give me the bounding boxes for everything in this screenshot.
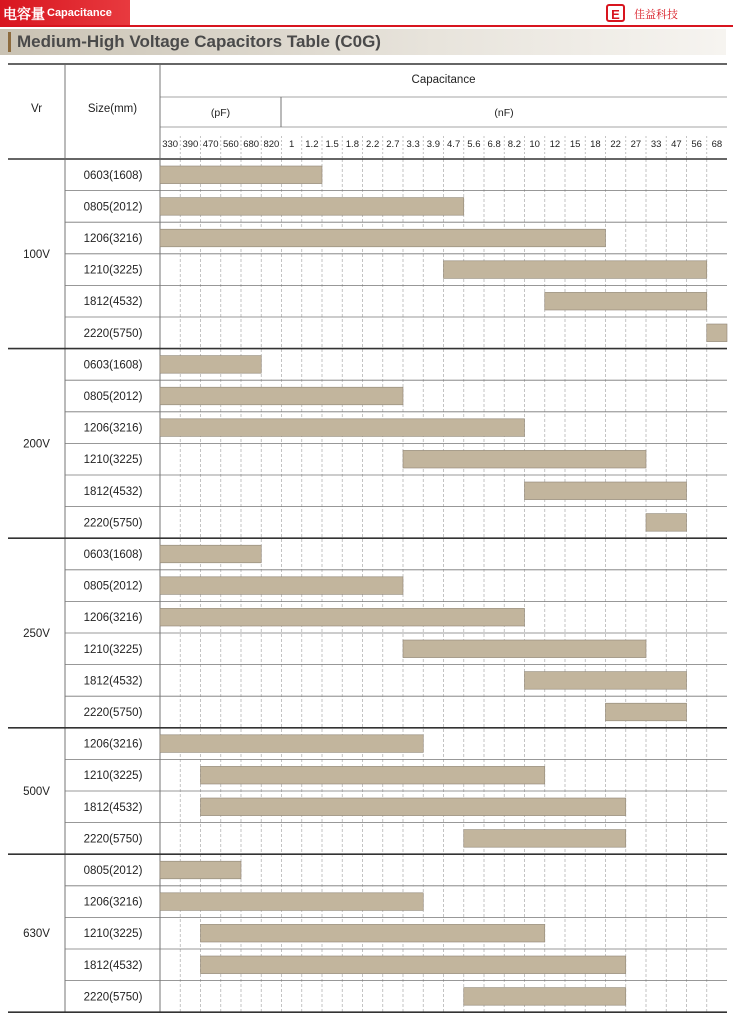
header-size: Size(mm) — [87, 103, 138, 115]
tick-label: 15 — [569, 139, 581, 150]
tick-label: 390 — [182, 139, 199, 150]
tick-label: 68 — [711, 139, 723, 150]
capacitance-range-bar — [646, 514, 687, 532]
capacitance-range-bar — [403, 640, 646, 658]
row-size: 1210(3225) — [83, 264, 143, 277]
capacitance-range-bar — [707, 324, 727, 342]
capacitance-range-bar — [160, 229, 606, 247]
row-size: 2220(5750) — [83, 517, 143, 530]
tick-label: 330 — [162, 139, 179, 150]
capacitance-range-bar — [403, 450, 646, 468]
capacitance-range-bar — [160, 735, 423, 753]
row-size: 2220(5750) — [83, 833, 143, 846]
page-title: Medium-High Voltage Capacitors Table (C0G) — [17, 32, 381, 51]
header-unit-pf: (pF) — [210, 107, 231, 119]
row-size: 1206(3216) — [83, 738, 143, 751]
row-size: 1210(3225) — [83, 643, 143, 656]
row-size: 1812(4532) — [83, 959, 143, 972]
tick-label: 1.5 — [325, 139, 339, 150]
tick-label: 8.2 — [507, 139, 521, 150]
tick-label: 10 — [529, 139, 540, 150]
tick-label: 47 — [671, 139, 682, 150]
tick-label: 560 — [222, 139, 239, 150]
category-en: Capacitance — [47, 7, 112, 19]
row-size: 1210(3225) — [83, 928, 143, 941]
capacitance-range-bar — [525, 482, 687, 500]
capacitance-range-bar — [160, 608, 525, 626]
capacitance-range-bar — [525, 672, 687, 690]
capacitance-range-bar — [160, 577, 403, 595]
header-capacitance: Capacitance — [411, 74, 476, 86]
tick-label: 56 — [691, 139, 702, 150]
header-unit-nf: (nF) — [494, 107, 514, 119]
row-size: 1206(3216) — [83, 422, 143, 435]
tick-label: 18 — [590, 139, 601, 150]
logo-icon: E — [606, 4, 625, 22]
row-size: 2220(5750) — [83, 707, 143, 719]
capacitance-range-bar — [201, 956, 626, 974]
tick-label: 2.2 — [366, 139, 380, 150]
capacitance-range-bar — [201, 798, 626, 816]
voltage-label: 250V — [23, 628, 50, 640]
row-size: 1206(3216) — [83, 896, 143, 909]
row-size: 0603(1608) — [83, 549, 143, 561]
row-size: 2220(5750) — [83, 327, 143, 340]
row-size: 0805(2012) — [83, 580, 143, 593]
row-size: 0603(1608) — [83, 169, 143, 182]
tick-label: 6.8 — [487, 139, 501, 150]
voltage-label: 100V — [23, 248, 50, 261]
category-cn: 电容量 — [3, 6, 45, 22]
tick-label: 12 — [549, 139, 561, 150]
capacitance-range-bar — [160, 166, 322, 184]
tick-label: 680 — [243, 139, 260, 150]
row-size: 0805(2012) — [83, 391, 143, 403]
tick-label: 4.7 — [447, 139, 461, 150]
tick-label: 5.6 — [467, 139, 481, 150]
header-vr: Vr — [30, 103, 43, 115]
row-size: 1812(4532) — [83, 296, 143, 309]
capacitance-range-bar — [160, 861, 241, 879]
tick-label: 3.3 — [406, 139, 420, 150]
brand-name: 佳益科技 — [634, 9, 678, 21]
capacitance-range-bar — [464, 988, 626, 1006]
row-size: 1812(4532) — [83, 801, 143, 814]
row-size: 2220(5750) — [83, 991, 143, 1004]
capacitance-range-bar — [160, 893, 423, 911]
row-size: 1210(3225) — [83, 454, 143, 467]
voltage-label: 500V — [23, 786, 50, 798]
row-size: 0805(2012) — [83, 201, 143, 214]
tick-label: 22 — [610, 139, 621, 150]
tick-label: 3.9 — [426, 139, 440, 150]
capacitance-range-bar — [160, 356, 261, 374]
row-size: 0805(2012) — [83, 865, 143, 877]
tick-label: 1 — [288, 139, 295, 150]
capacitance-range-bar — [160, 419, 525, 437]
row-size: 1812(4532) — [83, 485, 143, 498]
voltage-label: 200V — [23, 438, 50, 451]
capacitance-range-bar — [160, 387, 403, 405]
tick-label: 1.2 — [305, 139, 319, 150]
tick-label: 2.7 — [386, 139, 400, 150]
voltage-label: 630V — [23, 928, 50, 941]
capacitance-range-bar — [160, 545, 261, 563]
tick-label: 27 — [630, 139, 642, 150]
capacitance-range-bar — [201, 766, 545, 784]
capacitance-range-bar — [545, 292, 707, 310]
row-size: 0603(1608) — [83, 359, 143, 372]
row-size: 1206(3216) — [83, 233, 143, 245]
row-size: 1210(3225) — [83, 770, 143, 783]
row-size: 1206(3216) — [83, 612, 143, 625]
capacitance-range-bar — [464, 830, 626, 848]
row-size: 1812(4532) — [83, 675, 143, 688]
tick-label: 1.8 — [345, 139, 359, 150]
capacitance-range-bar — [201, 924, 545, 942]
tick-label: 820 — [263, 139, 280, 150]
tick-label: 33 — [650, 139, 662, 150]
tick-label: 470 — [202, 139, 219, 150]
capacitance-range-bar — [444, 261, 707, 279]
capacitance-range-bar — [606, 703, 687, 721]
capacitance-range-bar — [160, 198, 464, 216]
